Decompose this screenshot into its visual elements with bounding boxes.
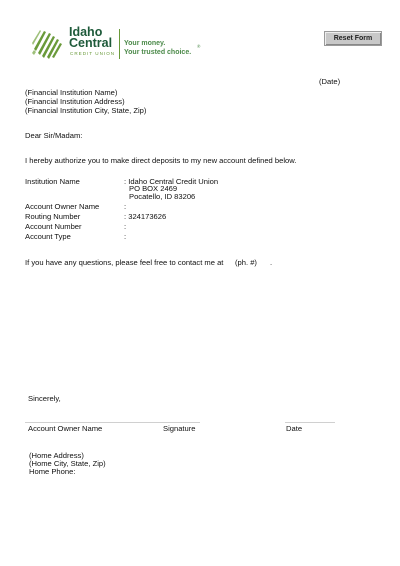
home-phone-label: Home Phone:: [29, 467, 76, 476]
sig-owner-label: Account Owner Name: [28, 424, 103, 433]
date-field[interactable]: (Date): [319, 77, 341, 86]
logo-reg-mark: ®: [197, 44, 201, 49]
logo-tagline2: Your trusted choice.: [124, 49, 192, 56]
closing: Sincerely,: [28, 394, 61, 403]
icu-logo: [30, 26, 210, 62]
signature-line: [25, 422, 200, 423]
institution-label: Institution Name: [25, 177, 80, 186]
phone-label: (ph. #): [235, 258, 257, 267]
home-address-field[interactable]: (Home Address): [29, 451, 84, 460]
routing-label: Routing Number: [25, 212, 81, 221]
period: .: [270, 258, 273, 267]
sig-date-label: Date: [286, 424, 303, 433]
owner-name-input[interactable]: [130, 202, 250, 211]
salutation: Dear Sir/Madam:: [25, 131, 83, 140]
questions-text: If you have any questions, please feel free to contact me at: [25, 258, 224, 267]
institution-value: : Idaho Central Credit Union: [124, 177, 219, 186]
reset-form-button[interactable]: Reset Form: [324, 31, 382, 46]
logo-name-line2: Central: [69, 36, 113, 50]
leaf-logo-icon: [30, 27, 64, 61]
fi-address-field[interactable]: (Financial Institution Address): [25, 97, 125, 106]
account-value: :: [124, 222, 127, 231]
logo-sub: CREDIT UNION: [70, 51, 116, 56]
owner-label: Account Owner Name: [25, 202, 100, 211]
account-type-input[interactable]: [130, 232, 250, 241]
type-label: Account Type: [25, 232, 71, 241]
home-city-field[interactable]: (Home City, State, Zip): [29, 459, 106, 468]
date-line: [285, 422, 335, 423]
sig-signature-label: Signature: [163, 424, 196, 433]
routing-value: : 324173626: [124, 212, 167, 221]
account-label: Account Number: [25, 222, 82, 231]
type-value: :: [124, 232, 127, 241]
contact-phone-input[interactable]: [220, 258, 232, 267]
home-phone-input[interactable]: [80, 467, 180, 476]
logo-divider: [119, 29, 120, 59]
account-number-input[interactable]: [130, 222, 250, 231]
fi-city-field[interactable]: (Financial Institution City, State, Zip): [25, 106, 147, 115]
institution-addr2: Pocatello, ID 83206: [129, 192, 196, 201]
fi-name-field[interactable]: (Financial Institution Name): [25, 88, 118, 97]
institution-addr1: PO BOX 2469: [129, 184, 178, 193]
logo-name-line1: Idaho: [69, 25, 103, 39]
owner-value: :: [124, 202, 127, 211]
authorization-text: I hereby authorize you to make direct deposits to my new account defined below.: [25, 156, 297, 165]
logo-tagline1: Your money.: [124, 40, 166, 47]
